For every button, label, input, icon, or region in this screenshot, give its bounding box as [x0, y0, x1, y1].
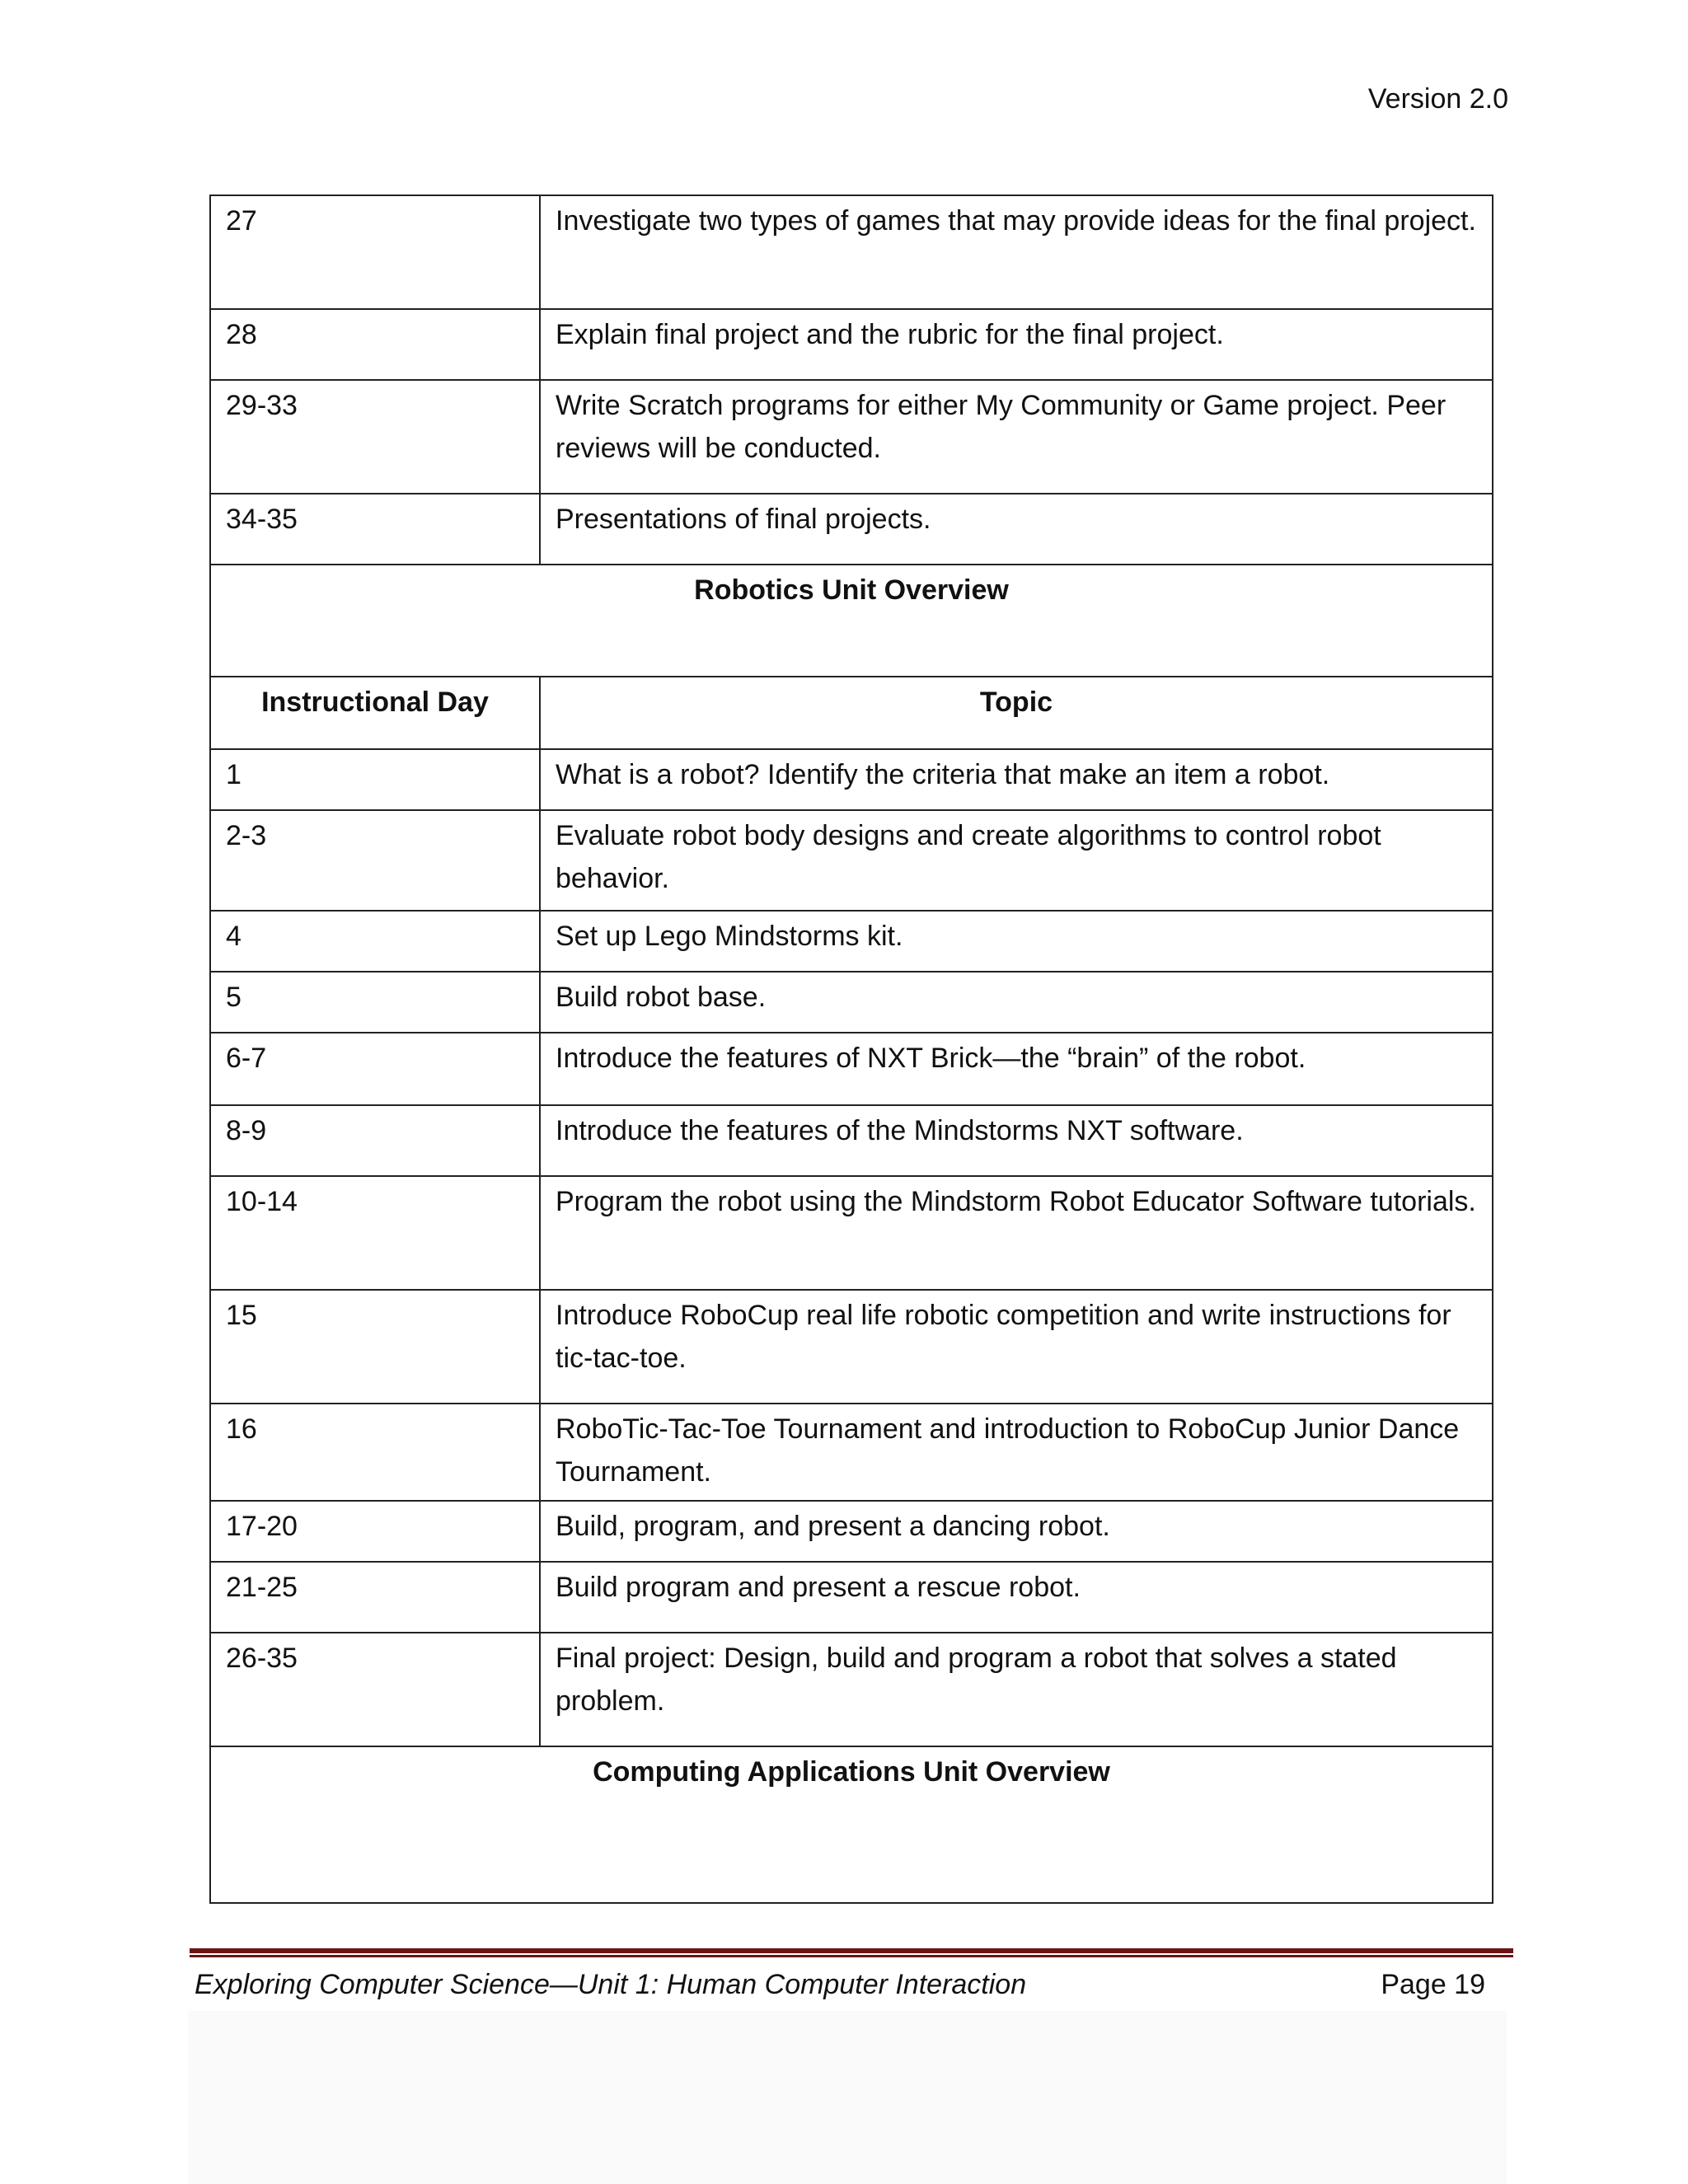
- topic-cell: Introduce the features of the Mindstorms NXT software.: [540, 1105, 1493, 1176]
- topic-cell: What is a robot? Identify the criteria that make an item a robot.: [540, 749, 1493, 810]
- header-row: [210, 677, 1493, 749]
- table-row: [210, 1033, 1493, 1105]
- topic-cell: Program the robot using the Mindstorm Robot Educator Software tutorials.: [540, 1176, 1493, 1290]
- topic-cell: Build robot base.: [540, 972, 1493, 1033]
- day-cell: 29-33: [210, 380, 540, 494]
- day-cell: 15: [210, 1290, 540, 1404]
- page-number: Page 19: [1381, 1969, 1485, 2000]
- day-cell: 2-3: [210, 810, 540, 911]
- topic-cell: RoboTic-Tac-Toe Tournament and introduction to RoboCup Junior Dance Tournament.: [540, 1404, 1493, 1501]
- day-cell: 21-25: [210, 1562, 540, 1633]
- topic-cell: Set up Lego Mindstorms kit.: [540, 911, 1493, 972]
- footer-divider-thick: [190, 1948, 1513, 1953]
- version-label: Version 2.0: [1367, 83, 1508, 115]
- day-cell: 1: [210, 749, 540, 810]
- table-row: [210, 195, 1493, 309]
- table-row: [210, 810, 1493, 911]
- table-row: [210, 1176, 1493, 1290]
- day-cell: 4: [210, 911, 540, 972]
- table-row: [210, 911, 1493, 972]
- table-row: [210, 749, 1493, 810]
- footer-divider-thin: [190, 1955, 1513, 1957]
- page-bottom-shade: [188, 2011, 1507, 2184]
- day-cell: 28: [210, 309, 540, 380]
- day-cell: 26-35: [210, 1633, 540, 1746]
- day-cell: 10-14: [210, 1176, 540, 1290]
- column-header-day: Instructional Day: [210, 677, 540, 749]
- day-cell: 8-9: [210, 1105, 540, 1176]
- day-cell: 5: [210, 972, 540, 1033]
- topic-cell: Presentations of final projects.: [540, 494, 1493, 565]
- table-row: [210, 1105, 1493, 1176]
- topic-cell: Introduce RoboCup real life robotic competition and write instructions for tic-tac-toe.: [540, 1290, 1493, 1404]
- topic-cell: Final project: Design, build and program a robot that solves a stated problem.: [540, 1633, 1493, 1746]
- topic-cell: Evaluate robot body designs and create algorithms to control robot behavior.: [540, 810, 1493, 911]
- topic-cell: Introduce the features of NXT Brick—the “brain” of the robot.: [540, 1033, 1493, 1105]
- table-row: [210, 972, 1493, 1033]
- table-row: [210, 1562, 1493, 1633]
- computing-applications-unit-title: Computing Applications Unit Overview: [210, 1746, 1493, 1903]
- day-cell: 27: [210, 195, 540, 309]
- table-row: [210, 494, 1493, 565]
- curriculum-table: [209, 194, 1493, 1904]
- section-title-row: [210, 1746, 1493, 1903]
- table-row: [210, 1501, 1493, 1562]
- day-cell: 6-7: [210, 1033, 540, 1105]
- topic-cell: Write Scratch programs for either My Community or Game project. Peer reviews will be conducted.: [540, 380, 1493, 494]
- topic-cell: Explain final project and the rubric for the final project.: [540, 309, 1493, 380]
- column-header-topic: Topic: [540, 677, 1493, 749]
- table-row: [210, 1290, 1493, 1404]
- topic-cell: Investigate two types of games that may provide ideas for the final project.: [540, 195, 1493, 309]
- topic-cell: Build program and present a rescue robot.: [540, 1562, 1493, 1633]
- day-cell: 17-20: [210, 1501, 540, 1562]
- table-row: [210, 380, 1493, 494]
- footer-document-title: Exploring Computer Science—Unit 1: Human Computer Interaction: [195, 1969, 1027, 2000]
- section-title-row: [210, 565, 1493, 677]
- topic-cell: Build, program, and present a dancing robot.: [540, 1501, 1493, 1562]
- day-cell: 16: [210, 1404, 540, 1501]
- day-cell: 34-35: [210, 494, 540, 565]
- table-row: [210, 1633, 1493, 1746]
- table-row: [210, 309, 1493, 380]
- robotics-unit-title: Robotics Unit Overview: [210, 565, 1493, 677]
- table-row: [210, 1404, 1493, 1501]
